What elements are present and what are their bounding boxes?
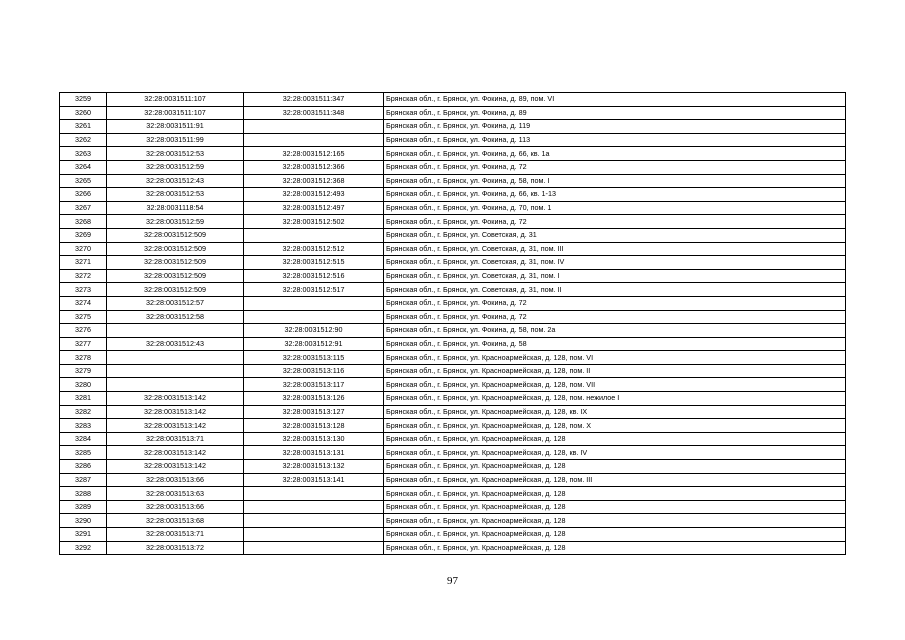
row-number-cell: 3281: [60, 392, 107, 406]
table-row: [60, 256, 846, 270]
row-number-cell: 3291: [60, 528, 107, 542]
cadastral-number-cell: 32:28:0031511:107: [107, 93, 244, 107]
object-cadastral-number-cell: 32:28:0031511:348: [244, 106, 384, 120]
address-cell: Брянская обл., г. Брянск, ул. Советская, д. 31, пом. II: [384, 283, 846, 297]
table-row: [60, 310, 846, 324]
cadastral-number-cell: 32:28:0031512:509: [107, 269, 244, 283]
object-cadastral-number-cell: 32:28:0031512:91: [244, 337, 384, 351]
address-cell: Брянская обл., г. Брянск, ул. Красноармейская, д. 128: [384, 541, 846, 555]
registry-table: [59, 92, 846, 555]
table-row: [60, 296, 846, 310]
row-number-cell: 3266: [60, 188, 107, 202]
object-cadastral-number-cell: 32:28:0031513:130: [244, 432, 384, 446]
address-cell: Брянская обл., г. Брянск, ул. Фокина, д. 72: [384, 310, 846, 324]
table-row: [60, 419, 846, 433]
row-number-cell: 3285: [60, 446, 107, 460]
table-row: [60, 337, 846, 351]
row-number-cell: 3282: [60, 405, 107, 419]
row-number-cell: 3280: [60, 378, 107, 392]
address-cell: Брянская обл., г. Брянск, ул. Фокина, д. 58, пом. 2а: [384, 324, 846, 338]
address-cell: Брянская обл., г. Брянск, ул. Красноармейская, д. 128, кв. IX: [384, 405, 846, 419]
row-number-cell: 3287: [60, 473, 107, 487]
table-row: [60, 93, 846, 107]
address-cell: Брянская обл., г. Брянск, ул. Фокина, д. 58: [384, 337, 846, 351]
cadastral-number-cell: 32:28:0031513:71: [107, 528, 244, 542]
table-row: [60, 106, 846, 120]
cadastral-number-cell: 32:28:0031512:509: [107, 228, 244, 242]
row-number-cell: 3272: [60, 269, 107, 283]
row-number-cell: 3259: [60, 93, 107, 107]
object-cadastral-number-cell: 32:28:0031513:128: [244, 419, 384, 433]
row-number-cell: 3262: [60, 133, 107, 147]
cadastral-number-cell: 32:28:0031513:66: [107, 500, 244, 514]
table-row: [60, 215, 846, 229]
address-cell: Брянская обл., г. Брянск, ул. Фокина, д. 72: [384, 296, 846, 310]
row-number-cell: 3264: [60, 160, 107, 174]
object-cadastral-number-cell: [244, 500, 384, 514]
object-cadastral-number-cell: 32:28:0031512:366: [244, 160, 384, 174]
cadastral-number-cell: 32:28:0031513:142: [107, 446, 244, 460]
table-row: [60, 432, 846, 446]
row-number-cell: 3273: [60, 283, 107, 297]
object-cadastral-number-cell: 32:28:0031512:368: [244, 174, 384, 188]
table-row: [60, 269, 846, 283]
address-cell: Брянская обл., г. Брянск, ул. Фокина, д. 66, кв. 1а: [384, 147, 846, 161]
table-row: [60, 324, 846, 338]
table-row: [60, 201, 846, 215]
object-cadastral-number-cell: 32:28:0031513:131: [244, 446, 384, 460]
address-cell: Брянская обл., г. Брянск, ул. Красноармейская, д. 128, кв. IV: [384, 446, 846, 460]
address-cell: Брянская обл., г. Брянск, ул. Фокина, д. 72: [384, 160, 846, 174]
cadastral-number-cell: 32:28:0031118:54: [107, 201, 244, 215]
address-cell: Брянская обл., г. Брянск, ул. Советская, д. 31, пом. IV: [384, 256, 846, 270]
cadastral-number-cell: 32:28:0031513:142: [107, 392, 244, 406]
cadastral-number-cell: 32:28:0031513:142: [107, 460, 244, 474]
address-cell: Брянская обл., г. Брянск, ул. Красноармейская, д. 128: [384, 460, 846, 474]
table-row: [60, 392, 846, 406]
cadastral-number-cell: 32:28:0031512:59: [107, 215, 244, 229]
object-cadastral-number-cell: [244, 487, 384, 501]
row-number-cell: 3261: [60, 120, 107, 134]
row-number-cell: 3289: [60, 500, 107, 514]
object-cadastral-number-cell: 32:28:0031513:132: [244, 460, 384, 474]
row-number-cell: 3263: [60, 147, 107, 161]
object-cadastral-number-cell: 32:28:0031513:115: [244, 351, 384, 365]
row-number-cell: 3267: [60, 201, 107, 215]
table-row: [60, 500, 846, 514]
table-row: [60, 133, 846, 147]
cadastral-number-cell: 32:28:0031511:91: [107, 120, 244, 134]
address-cell: Брянская обл., г. Брянск, ул. Красноармейская, д. 128, пом. III: [384, 473, 846, 487]
cadastral-number-cell: 32:28:0031512:43: [107, 174, 244, 188]
table-row: [60, 228, 846, 242]
cadastral-number-cell: 32:28:0031512:509: [107, 242, 244, 256]
cadastral-number-cell: [107, 351, 244, 365]
table-row: [60, 541, 846, 555]
address-cell: Брянская обл., г. Брянск, ул. Красноармейская, д. 128, пом. VII: [384, 378, 846, 392]
table-row: [60, 528, 846, 542]
object-cadastral-number-cell: 32:28:0031512:515: [244, 256, 384, 270]
object-cadastral-number-cell: 32:28:0031513:141: [244, 473, 384, 487]
cadastral-number-cell: 32:28:0031513:72: [107, 541, 244, 555]
row-number-cell: 3268: [60, 215, 107, 229]
address-cell: Брянская обл., г. Брянск, ул. Фокина, д. 119: [384, 120, 846, 134]
row-number-cell: 3271: [60, 256, 107, 270]
cadastral-number-cell: 32:28:0031512:509: [107, 256, 244, 270]
address-cell: Брянская обл., г. Брянск, ул. Красноармейская, д. 128: [384, 487, 846, 501]
row-number-cell: 3286: [60, 460, 107, 474]
table-row: [60, 242, 846, 256]
cadastral-number-cell: 32:28:0031513:68: [107, 514, 244, 528]
table-row: [60, 188, 846, 202]
cadastral-number-cell: 32:28:0031512:43: [107, 337, 244, 351]
page-number: 97: [447, 575, 458, 587]
cadastral-number-cell: 32:28:0031512:53: [107, 188, 244, 202]
table-row: [60, 160, 846, 174]
row-number-cell: 3288: [60, 487, 107, 501]
row-number-cell: 3269: [60, 228, 107, 242]
table-row: [60, 174, 846, 188]
address-cell: Брянская обл., г. Брянск, ул. Фокина, д. 66, кв. 1-13: [384, 188, 846, 202]
row-number-cell: 3290: [60, 514, 107, 528]
address-cell: Брянская обл., г. Брянск, ул. Советская, д. 31, пом. I: [384, 269, 846, 283]
address-cell: Брянская обл., г. Брянск, ул. Советская, д. 31: [384, 228, 846, 242]
table-row: [60, 364, 846, 378]
object-cadastral-number-cell: 32:28:0031513:127: [244, 405, 384, 419]
cadastral-number-cell: [107, 324, 244, 338]
object-cadastral-number-cell: [244, 133, 384, 147]
object-cadastral-number-cell: [244, 296, 384, 310]
address-cell: Брянская обл., г. Брянск, ул. Фокина, д. 58, пом. I: [384, 174, 846, 188]
cadastral-number-cell: 32:28:0031513:71: [107, 432, 244, 446]
registry-table-body: [60, 93, 846, 555]
row-number-cell: 3277: [60, 337, 107, 351]
address-cell: Брянская обл., г. Брянск, ул. Красноармейская, д. 128: [384, 432, 846, 446]
address-cell: Брянская обл., г. Брянск, ул. Фокина, д. 70, пом. 1: [384, 201, 846, 215]
row-number-cell: 3276: [60, 324, 107, 338]
row-number-cell: 3278: [60, 351, 107, 365]
address-cell: Брянская обл., г. Брянск, ул. Красноармейская, д. 128, пом. нежилое I: [384, 392, 846, 406]
table-row: [60, 473, 846, 487]
object-cadastral-number-cell: [244, 310, 384, 324]
row-number-cell: 3274: [60, 296, 107, 310]
cadastral-number-cell: 32:28:0031513:142: [107, 419, 244, 433]
row-number-cell: 3265: [60, 174, 107, 188]
object-cadastral-number-cell: 32:28:0031512:493: [244, 188, 384, 202]
object-cadastral-number-cell: 32:28:0031512:502: [244, 215, 384, 229]
table-row: [60, 460, 846, 474]
object-cadastral-number-cell: 32:28:0031513:126: [244, 392, 384, 406]
table-row: [60, 378, 846, 392]
address-cell: Брянская обл., г. Брянск, ул. Красноармейская, д. 128, пом. II: [384, 364, 846, 378]
cadastral-number-cell: 32:28:0031512:53: [107, 147, 244, 161]
object-cadastral-number-cell: [244, 514, 384, 528]
cadastral-number-cell: 32:28:0031513:63: [107, 487, 244, 501]
table-row: [60, 514, 846, 528]
table-row: [60, 446, 846, 460]
address-cell: Брянская обл., г. Брянск, ул. Фокина, д. 72: [384, 215, 846, 229]
object-cadastral-number-cell: 32:28:0031513:116: [244, 364, 384, 378]
address-cell: Брянская обл., г. Брянск, ул. Красноармейская, д. 128: [384, 500, 846, 514]
row-number-cell: 3292: [60, 541, 107, 555]
table-row: [60, 283, 846, 297]
cadastral-number-cell: 32:28:0031511:107: [107, 106, 244, 120]
table-row: [60, 351, 846, 365]
address-cell: Брянская обл., г. Брянск, ул. Красноармейская, д. 128, пом. X: [384, 419, 846, 433]
address-cell: Брянская обл., г. Брянск, ул. Фокина, д. 113: [384, 133, 846, 147]
object-cadastral-number-cell: [244, 528, 384, 542]
row-number-cell: 3284: [60, 432, 107, 446]
cadastral-number-cell: 32:28:0031512:509: [107, 283, 244, 297]
row-number-cell: 3279: [60, 364, 107, 378]
cadastral-number-cell: [107, 378, 244, 392]
cadastral-number-cell: [107, 364, 244, 378]
row-number-cell: 3275: [60, 310, 107, 324]
address-cell: Брянская обл., г. Брянск, ул. Красноармейская, д. 128: [384, 528, 846, 542]
table-row: [60, 120, 846, 134]
cadastral-number-cell: 32:28:0031511:99: [107, 133, 244, 147]
object-cadastral-number-cell: 32:28:0031511:347: [244, 93, 384, 107]
table-row: [60, 147, 846, 161]
row-number-cell: 3270: [60, 242, 107, 256]
address-cell: Брянская обл., г. Брянск, ул. Красноармейская, д. 128, пом. VI: [384, 351, 846, 365]
object-cadastral-number-cell: 32:28:0031512:517: [244, 283, 384, 297]
address-cell: Брянская обл., г. Брянск, ул. Советская, д. 31, пом. III: [384, 242, 846, 256]
row-number-cell: 3260: [60, 106, 107, 120]
object-cadastral-number-cell: [244, 228, 384, 242]
cadastral-number-cell: 32:28:0031512:58: [107, 310, 244, 324]
address-cell: Брянская обл., г. Брянск, ул. Фокина, д. 89: [384, 106, 846, 120]
object-cadastral-number-cell: [244, 120, 384, 134]
address-cell: Брянская обл., г. Брянск, ул. Фокина, д. 89, пом. VI: [384, 93, 846, 107]
cadastral-number-cell: 32:28:0031513:66: [107, 473, 244, 487]
object-cadastral-number-cell: 32:28:0031512:90: [244, 324, 384, 338]
object-cadastral-number-cell: 32:28:0031512:497: [244, 201, 384, 215]
table-row: [60, 487, 846, 501]
cadastral-number-cell: 32:28:0031512:57: [107, 296, 244, 310]
cadastral-number-cell: 32:28:0031512:59: [107, 160, 244, 174]
address-cell: Брянская обл., г. Брянск, ул. Красноармейская, д. 128: [384, 514, 846, 528]
object-cadastral-number-cell: 32:28:0031512:516: [244, 269, 384, 283]
cadastral-number-cell: 32:28:0031513:142: [107, 405, 244, 419]
object-cadastral-number-cell: [244, 541, 384, 555]
object-cadastral-number-cell: 32:28:0031513:117: [244, 378, 384, 392]
row-number-cell: 3283: [60, 419, 107, 433]
table-row: [60, 405, 846, 419]
object-cadastral-number-cell: 32:28:0031512:512: [244, 242, 384, 256]
object-cadastral-number-cell: 32:28:0031512:165: [244, 147, 384, 161]
